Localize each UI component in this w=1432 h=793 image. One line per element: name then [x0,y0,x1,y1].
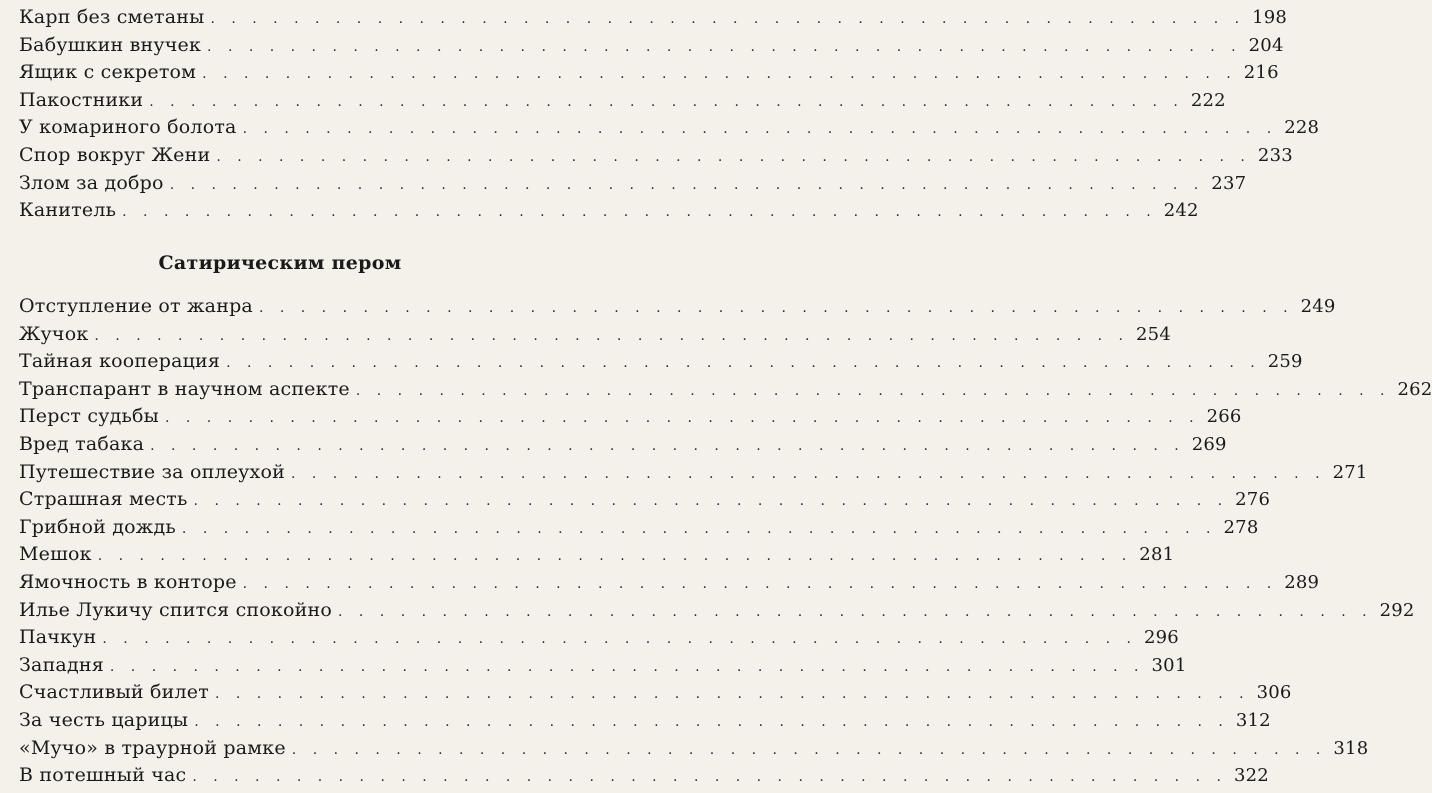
dot-leader [207,32,1242,62]
entry-page-number: 259 [1267,351,1303,373]
entry-title: Спор вокруг Жени [19,143,211,166]
entry-page-number: 216 [1243,62,1279,84]
contents-entry [19,348,1303,376]
entry-title: Злом за добро [19,171,164,194]
dot-leader [243,114,1278,144]
entry-page-number: 292 [1379,599,1415,621]
contents-entry [19,114,1320,142]
contents-entry [19,431,1227,459]
entry-page-number: 312 [1235,709,1271,731]
contents-entry [19,679,1292,707]
contents-entry [19,707,1271,735]
entry-page-number: 237 [1211,172,1247,194]
contents-entry [19,624,1179,652]
contents-entry [19,293,1336,321]
section-heading: Сатирическим пером [158,252,402,274]
entry-page-number: 276 [1235,489,1271,511]
dot-leader [192,762,1227,792]
dot-leader [194,707,1229,737]
dot-leader [226,348,1261,378]
contents-entry [19,4,1288,32]
contents-entry [19,170,1247,198]
contents-entry [19,459,1368,487]
dot-leader [194,486,1229,516]
entry-page-number: 222 [1190,89,1226,111]
dot-leader [98,541,1133,571]
entry-page-number: 204 [1248,34,1284,56]
dot-leader [215,679,1250,709]
contents-entry [19,32,1284,60]
entry-title: Мешок [19,543,92,566]
entry-title: Счастливый билет [19,681,209,704]
entry-page-number: 278 [1223,516,1259,538]
dot-leader [210,4,1245,34]
entry-title: Страшная месть [19,488,188,511]
dot-leader [150,431,1185,461]
entry-title: Пачкун [19,626,97,649]
entry-title: Вред табака [19,432,145,455]
entry-title: За честь царицы [19,708,189,731]
contents-entry [19,652,1187,680]
entry-page-number: 301 [1151,654,1187,676]
entry-page-number: 296 [1144,627,1179,649]
dot-leader [94,321,1129,351]
contents-entry [19,541,1175,569]
entry-title: Перст судьбы [19,405,159,428]
contents-entry [19,87,1226,115]
contents-entry [19,197,1199,225]
dot-leader [122,197,1157,227]
entry-page-number: 254 [1136,323,1171,345]
entry-page-number: 233 [1257,144,1293,166]
entry-title: Бабушкин внучек [19,33,202,56]
entry-title: Пакостники [19,88,144,111]
entry-page-number: 228 [1284,117,1320,139]
entry-title: Жучок [19,322,89,345]
entry-page-number: 318 [1333,737,1369,759]
entry-page-number: 306 [1256,682,1292,704]
entry-page-number: 322 [1233,765,1269,787]
contents-entry [19,762,1269,790]
dot-leader [356,376,1391,406]
dot-leader [216,142,1251,172]
dot-leader [165,403,1200,433]
entry-page-number: 269 [1191,433,1227,455]
dot-leader [291,459,1326,489]
entry-title: Ямочность в конторе [19,570,237,593]
entry-title: Ящик с секретом [19,61,197,84]
dot-leader [292,735,1327,765]
entry-page-number: 281 [1139,544,1175,566]
entry-title: Тайная кооперация [19,350,221,373]
entry-title: Путешествие за оплеухой [19,460,285,483]
entry-page-number: 242 [1163,200,1199,222]
entry-title: У комариного болота [19,116,237,139]
contents-list-satirical [19,293,1432,790]
contents-entry [19,597,1415,625]
dot-leader [202,59,1237,89]
dot-leader [182,514,1217,544]
contents-list-first [19,4,1320,225]
dot-leader [149,87,1184,117]
dot-leader [259,293,1294,323]
entry-page-number: 289 [1284,571,1320,593]
contents-entry [19,514,1259,542]
entry-title: «Мучо» в траурной рамке [19,736,286,759]
contents-entry [19,376,1432,404]
contents-entry [19,486,1271,514]
entry-title: Канитель [19,199,117,222]
entry-page-number: 262 [1397,378,1432,400]
entry-title: Карп без сметаны [19,6,205,28]
entry-title: Грибной дождь [19,515,176,538]
entry-page-number: 266 [1206,406,1242,428]
contents-entry [19,735,1369,763]
contents-entry [19,142,1293,170]
entry-title: Западня [19,653,104,676]
dot-leader [110,652,1145,682]
contents-entry [19,569,1320,597]
contents-entry [19,59,1279,87]
entry-page-number: 198 [1252,7,1288,28]
dot-leader [243,569,1278,599]
entry-title: Транспарант в научном аспекте [19,377,350,400]
dot-leader [338,597,1373,627]
entry-title: Отступление от жанра [19,295,253,317]
entry-title: Илье Лукичу спится спокойно [19,598,332,621]
entry-page-number: 271 [1332,461,1368,483]
entry-title: В потешный час [19,764,187,787]
contents-entry [19,321,1171,349]
dot-leader [170,170,1205,200]
contents-entry [19,403,1242,431]
dot-leader [102,624,1137,654]
entry-page-number: 249 [1300,296,1336,317]
